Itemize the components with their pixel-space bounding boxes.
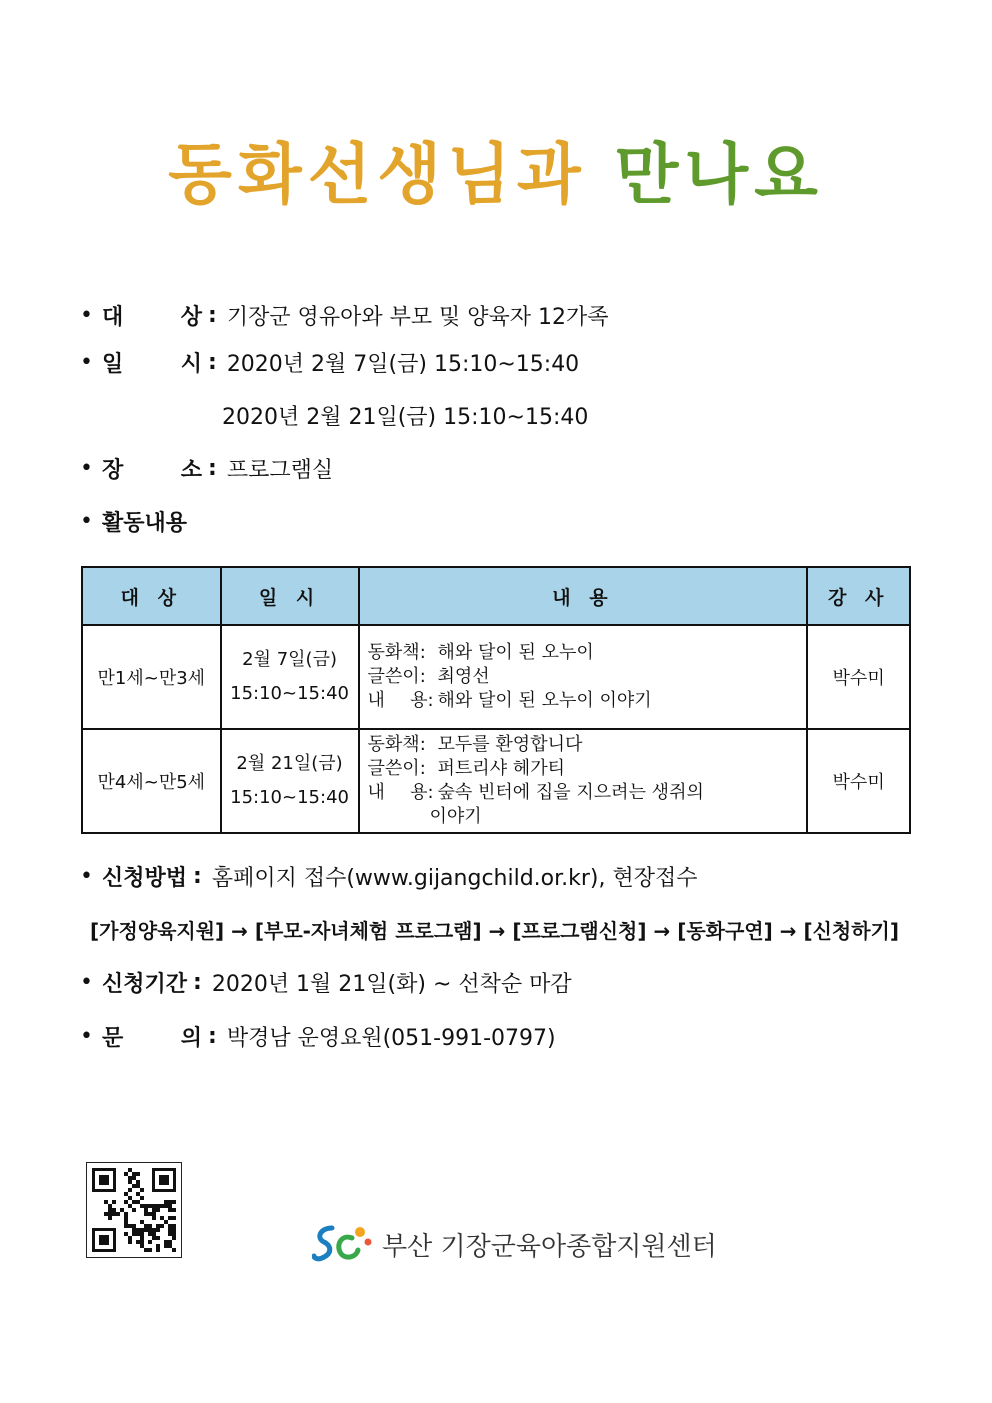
activity-label: 활동내용 bbox=[102, 510, 188, 536]
content-desc-line: 내 용: 숲속 빈터에 집을 지으려는 생쥐의 bbox=[367, 782, 704, 803]
bullet: • bbox=[80, 302, 93, 328]
bullet: • bbox=[80, 508, 93, 534]
footer-logo bbox=[312, 1222, 717, 1266]
header-target: 대 상 bbox=[82, 567, 221, 625]
colon: : bbox=[208, 1023, 217, 1049]
title-part-1: 동화선생님과 bbox=[168, 136, 587, 213]
info-target-row bbox=[80, 299, 609, 331]
content-desc-line: 내 용: 해와 달이 된 오누이 이야기 bbox=[367, 690, 652, 711]
cell-teacher: 박수미 bbox=[807, 729, 910, 833]
info-date-row-2 bbox=[222, 399, 588, 431]
info-place-row bbox=[80, 452, 333, 484]
cell-date bbox=[221, 729, 359, 833]
colon: : bbox=[193, 969, 202, 995]
page-title bbox=[0, 135, 992, 215]
bullet: • bbox=[80, 349, 93, 375]
cell-date-time: 15:10~15:40 bbox=[230, 787, 349, 808]
apply-period-label: 신청기간 bbox=[102, 971, 188, 997]
cell-teacher: 박수미 bbox=[807, 625, 910, 729]
colon: : bbox=[208, 455, 217, 481]
place-value: 프로그램실 bbox=[226, 457, 334, 483]
bullet: • bbox=[80, 455, 93, 481]
info-apply-method-row bbox=[80, 860, 698, 892]
info-activity-row bbox=[80, 505, 187, 537]
content-desc-continued: 이야기 bbox=[429, 806, 482, 827]
bullet: • bbox=[80, 969, 93, 995]
cell-date bbox=[221, 625, 359, 729]
info-date-row bbox=[80, 346, 579, 378]
info-contact-row bbox=[80, 1020, 556, 1052]
apply-period-value: 2020년 1월 21일(화) ~ 선착순 마감 bbox=[211, 971, 572, 997]
header-content: 내 용 bbox=[359, 567, 808, 625]
cell-date-day: 2월 7일(금) bbox=[242, 649, 337, 670]
contact-value: 박경남 운영요원(051-991-0797) bbox=[226, 1025, 556, 1051]
content-book-line: 동화책: 모두를 환영합니다 bbox=[367, 734, 583, 755]
cell-target: 만1세~만3세 bbox=[82, 625, 221, 729]
info-apply-period-row bbox=[80, 966, 572, 998]
target-label: 대 상 bbox=[102, 304, 202, 330]
date-label: 일 시 bbox=[102, 351, 202, 377]
place-label: 장 소 bbox=[102, 457, 202, 483]
content-author-line: 글쓴이: 퍼트리샤 헤가티 bbox=[367, 758, 565, 779]
apply-method-value: 홈페이지 접수(www.gijangchild.or.kr), 현장접수 bbox=[211, 865, 698, 891]
table-row bbox=[82, 625, 910, 729]
colon: : bbox=[208, 349, 217, 375]
cell-content bbox=[359, 729, 808, 833]
org-name: 부산 기장군육아종합지원센터 bbox=[382, 1231, 717, 1262]
header-date: 일 시 bbox=[221, 567, 359, 625]
qr-code-icon[interactable] bbox=[86, 1162, 182, 1258]
target-value: 기장군 영유아와 부모 및 양육자 12가족 bbox=[226, 304, 609, 330]
content-author-line: 글쓴이: 최영선 bbox=[367, 666, 490, 687]
table-row bbox=[82, 729, 910, 833]
contact-label: 문 의 bbox=[102, 1025, 202, 1051]
bullet: • bbox=[80, 863, 93, 889]
bullet: • bbox=[80, 1023, 93, 1049]
table-header-row bbox=[82, 567, 910, 625]
org-logo-icon bbox=[312, 1222, 374, 1266]
cell-content bbox=[359, 625, 808, 729]
colon: : bbox=[193, 863, 202, 889]
apply-method-label: 신청방법 bbox=[102, 865, 188, 891]
title-part-2: 만나요 bbox=[614, 136, 824, 213]
date-value-1: 2020년 2월 7일(금) 15:10~15:40 bbox=[226, 351, 580, 377]
content-book-line: 동화책: 해와 달이 된 오누이 bbox=[367, 642, 594, 663]
schedule-table bbox=[81, 566, 911, 834]
colon: : bbox=[208, 302, 217, 328]
cell-date-day: 2월 21일(금) bbox=[236, 753, 343, 774]
cell-target: 만4세~만5세 bbox=[82, 729, 221, 833]
apply-path: [가정양육지원] → [부모-자녀체험 프로그램] → [프로그램신청] → [동화구연] → [신청하기] bbox=[90, 919, 900, 943]
date-value-2: 2020년 2월 21일(금) 15:10~15:40 bbox=[222, 404, 589, 430]
header-teacher: 강 사 bbox=[807, 567, 910, 625]
cell-date-time: 15:10~15:40 bbox=[230, 683, 349, 704]
